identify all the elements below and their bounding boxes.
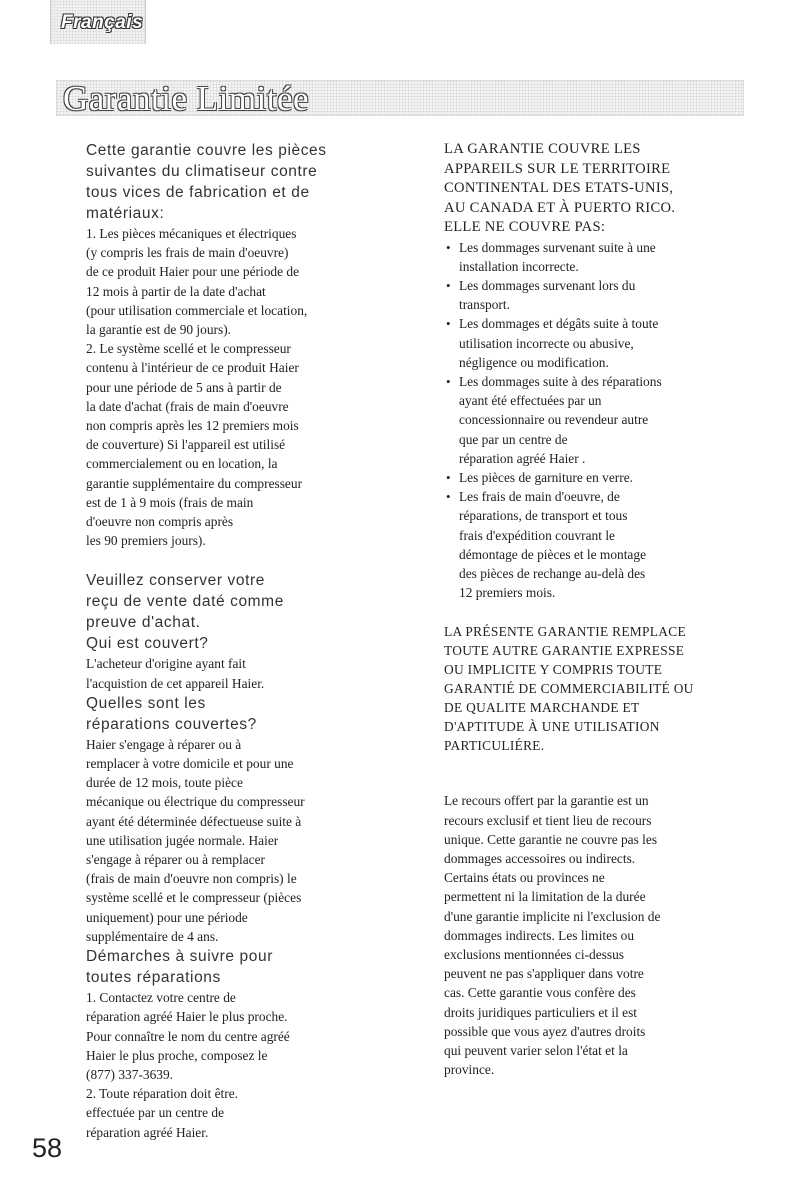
- text-line: est de 1 à 9 mois (frais de main: [86, 494, 254, 510]
- repair-steps-heading: [86, 946, 386, 988]
- text-line: pour une période de 5 ans à partir de: [86, 379, 282, 395]
- text-line: 12 premiers mois.: [459, 585, 556, 601]
- text-line: 12 mois à partir de la date d'achat: [86, 283, 266, 299]
- coverage-item-1: [86, 224, 386, 339]
- text-line: utilisation incorrecte ou abusive,: [459, 335, 634, 351]
- text-line: qui peuvent varier selon l'état et la: [444, 1043, 628, 1058]
- text-line: • Les dommages survenant lors du: [459, 277, 636, 293]
- text-line: installation incorrecte.: [459, 258, 579, 274]
- text-line: PARTICULIÉRE.: [444, 738, 545, 754]
- text-line: • Les pièces de garniture en verre.: [459, 469, 633, 485]
- text-line: province.: [444, 1062, 495, 1078]
- text-line: 2. Toute réparation doit être.: [86, 1086, 239, 1102]
- exclusion-item: [444, 468, 744, 487]
- exclusion-item: [444, 487, 744, 602]
- text-line: preuve d'achat.: [86, 614, 201, 632]
- text-line: Le recours offert par la garantie est un: [444, 793, 649, 809]
- text-line: TOUTE AUTRE GARANTIE EXPRESSE: [444, 643, 685, 659]
- text-line: LA PRÉSENTE GARANTIE REMPLACE: [444, 624, 686, 640]
- text-line: Certains états ou provinces ne: [444, 870, 605, 886]
- repair-steps-text: [86, 988, 386, 1142]
- text-line: supplémentaire de 4 ans.: [86, 928, 219, 944]
- text-line: réparation agréé Haier .: [459, 450, 586, 466]
- text-line: reçu de vente daté comme: [86, 593, 284, 611]
- text-line: transport.: [459, 297, 510, 313]
- text-line: que par un centre de: [459, 431, 568, 447]
- page-title: Garantie Limitée: [63, 79, 310, 118]
- text-line: 2. Le système scellé et le compresseur: [86, 341, 291, 357]
- text-line: 1. Contactez votre centre de: [86, 990, 236, 1006]
- text-line: des pièces de rechange au-delà des: [459, 565, 646, 581]
- coverage-item-2: [86, 339, 386, 550]
- text-line: Quelles sont les: [86, 694, 206, 712]
- text-line: dommages accessoires ou indirects.: [444, 850, 636, 866]
- text-line: système scellé et le compresseur (pièces: [86, 890, 302, 906]
- text-line: peuvent ne pas s'appliquer dans votre: [444, 966, 644, 982]
- text-line: négligence ou modification.: [459, 354, 609, 370]
- text-line: GARANTIÉ DE COMMERCIABILITÉ OU: [444, 681, 694, 697]
- repairs-covered-heading: [86, 693, 386, 735]
- text-line: durée de 12 mois, toute pièce: [86, 775, 243, 791]
- text-line: DE QUALITE MARCHANDE ET: [444, 700, 640, 716]
- who-covered-heading: Qui est couvert?: [86, 635, 209, 653]
- language-label: Français: [61, 12, 144, 33]
- text-line: Haier s'engage à réparer ou à: [86, 736, 242, 752]
- who-covered-text: [86, 654, 386, 692]
- intro-paragraph: [86, 140, 386, 224]
- text-line: unique. Cette garantie ne couvre pas les: [444, 831, 658, 847]
- text-line: la date d'achat (frais de main d'oeuvre: [86, 398, 289, 414]
- text-line: • Les dommages suite à des réparations: [459, 373, 662, 389]
- text-line: Haier le plus proche, composez le: [86, 1047, 268, 1063]
- exclusion-item: [444, 276, 744, 314]
- text-line: recours exclusif et tient lieu de recours: [444, 812, 652, 828]
- text-line: possible que vous ayez d'autres droits: [444, 1023, 646, 1039]
- text-line: ayant été effectuées par un: [459, 393, 602, 409]
- text-line: OU IMPLICITE Y COMPRIS TOUTE: [444, 662, 663, 678]
- text-line: D'APTITUDE À UNE UTILISATION: [444, 719, 660, 735]
- text-line: la garantie est de 90 jours).: [86, 322, 232, 338]
- text-line: • Les frais de main d'oeuvre, de: [459, 489, 620, 505]
- left-column: [86, 140, 386, 1142]
- text-line: réparation agréé Haier.: [86, 1124, 209, 1140]
- repairs-covered-text: [86, 735, 386, 946]
- text-line: matériaux:: [86, 205, 165, 222]
- text-line: Pour connaître le nom du centre agréé: [86, 1028, 290, 1044]
- text-line: effectuée par un centre de: [86, 1105, 225, 1121]
- text-line: garantie supplémentaire du compresseur: [86, 475, 303, 491]
- text-line: ayant été déterminée défectueuse suite à: [86, 813, 302, 829]
- text-line: les 90 premiers jours).: [86, 533, 206, 549]
- language-tab: [50, 0, 146, 44]
- text-line: 1. Les pièces mécaniques et électriques: [86, 226, 297, 241]
- text-line: exclusions mentionnées ci-dessus: [444, 946, 624, 962]
- text-line: • Les dommages survenant suite à une: [459, 239, 656, 255]
- text-line: frais d'expédition couvrant le: [459, 527, 615, 543]
- text-line: • Les dommages et dégâts suite à toute: [459, 316, 659, 332]
- text-line: de ce produit Haier pour une période de: [86, 264, 300, 280]
- text-line: (frais de main d'oeuvre non compris) le: [86, 871, 297, 887]
- text-line: uniquement) pour une période: [86, 909, 248, 925]
- text-line: contenu à l'intérieur de ce produit Haier: [86, 360, 299, 376]
- text-line: suivantes du climatiseur contre: [86, 163, 318, 180]
- text-line: ELLE NE COUVRE PAS:: [444, 219, 606, 235]
- text-line: d'une garantie implicite ni l'exclusion de: [444, 908, 661, 924]
- text-line: dommages indirects. Les limites ou: [444, 927, 635, 943]
- text-line: cas. Cette garantie vous confère des: [444, 985, 636, 1001]
- title-banner: [56, 80, 744, 116]
- text-line: non compris après les 12 premiers mois: [86, 418, 299, 434]
- exclusion-item: [444, 238, 744, 276]
- text-line: L'acheteur d'origine ayant fait: [86, 656, 246, 672]
- remedy-paragraph: [444, 791, 744, 1079]
- text-line: remplacer à votre domicile et pour une: [86, 756, 294, 772]
- text-line: LA GARANTIE COUVRE LES: [444, 141, 641, 157]
- text-line: commercialement ou en location, la: [86, 456, 278, 472]
- text-line: (y compris les frais de main d'oeuvre): [86, 245, 289, 261]
- text-line: réparations couvertes?: [86, 715, 257, 733]
- keep-receipt-note: [86, 570, 386, 633]
- page-number: 58: [32, 1133, 63, 1163]
- text-line: l'acquistion de cet appareil Haier.: [86, 675, 265, 691]
- exclusions-list: [444, 238, 744, 603]
- text-line: (pour utilisation commerciale et location,: [86, 302, 308, 318]
- text-line: tous vices de fabrication et de: [86, 184, 310, 201]
- text-line: CONTINENTAL DES ETATS-UNIS,: [444, 180, 674, 196]
- text-line: réparations, de transport et tous: [459, 508, 628, 524]
- exclusion-item: [444, 314, 744, 372]
- text-line: Veuillez conserver votre: [86, 572, 265, 590]
- text-line: toutes réparations: [86, 969, 221, 987]
- right-column: [444, 140, 744, 1079]
- text-line: concessionnaire ou revendeur autre: [459, 412, 649, 428]
- text-line: réparation agréé Haier le plus proche.: [86, 1009, 288, 1025]
- text-line: de couverture) Si l'appareil est utilisé: [86, 437, 286, 453]
- coverage-territory-heading: [444, 140, 744, 238]
- text-line: droits juridiques particuliers et il est: [444, 1004, 638, 1020]
- text-line: démontage de pièces et le montage: [459, 546, 647, 562]
- text-line: (877) 337-3639.: [86, 1066, 174, 1082]
- text-line: Démarches à suivre pour: [86, 948, 273, 966]
- text-line: mécanique ou électrique du compresseur: [86, 794, 305, 810]
- text-line: s'engage à réparer ou à remplacer: [86, 852, 265, 868]
- text-line: d'oeuvre non compris après: [86, 514, 234, 530]
- warranty-replaces-notice: [444, 622, 744, 755]
- text-line: permettent ni la limitation de la durée: [444, 889, 646, 905]
- text-line: APPAREILS SUR LE TERRITOIRE: [444, 160, 671, 177]
- text-line: Cette garantie couvre les pièces: [86, 142, 327, 159]
- exclusion-item: [444, 372, 744, 468]
- text-line: une utilisation jugée normale. Haier: [86, 832, 279, 848]
- text-line: AU CANADA ET À PUERTO RICO.: [444, 199, 676, 216]
